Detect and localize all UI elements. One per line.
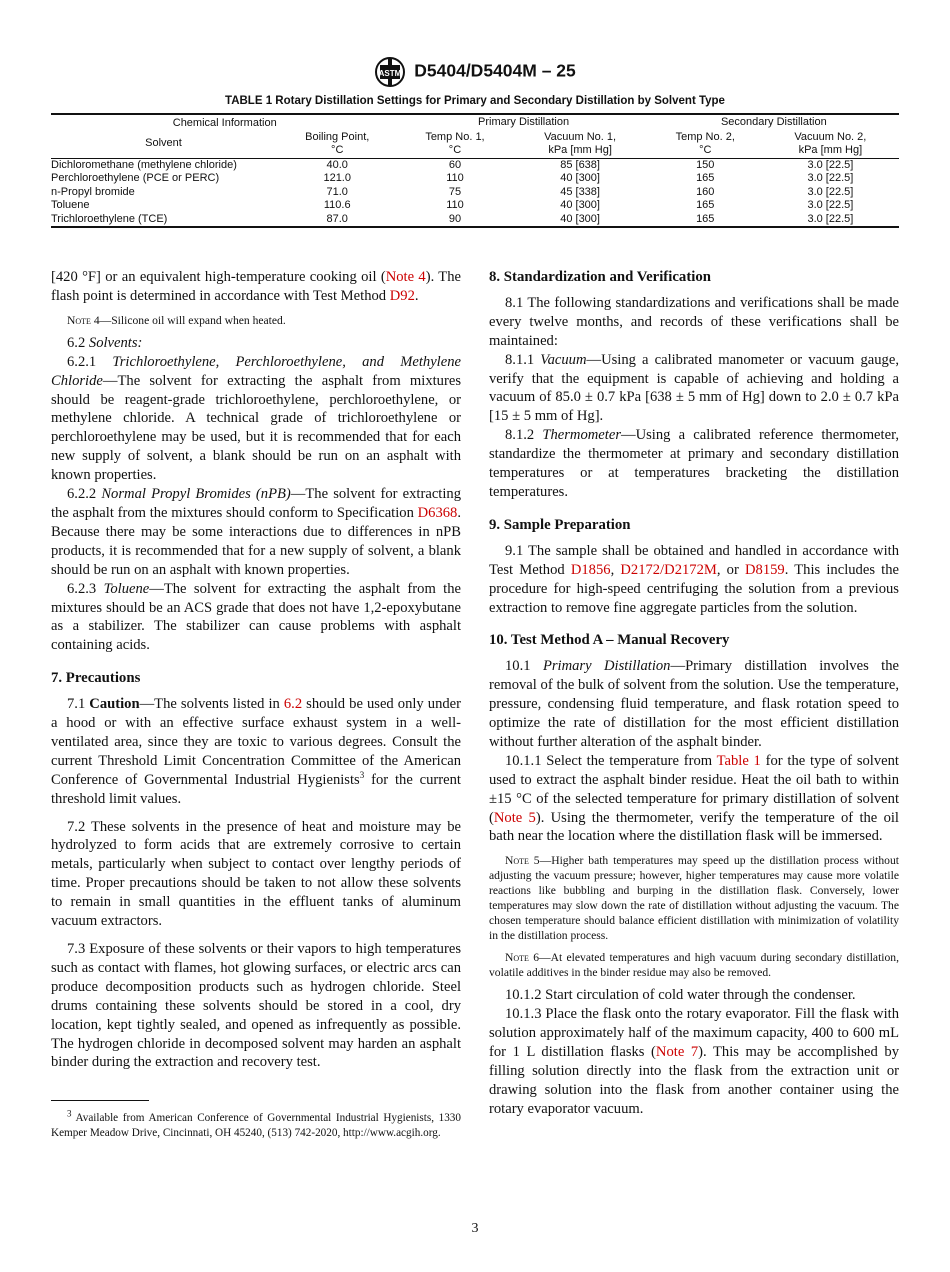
page-number: 3 [471,1221,479,1236]
value-cell: 165 [696,212,715,225]
paragraph [489,986,899,1005]
text-run: 10.1.2 Start circulation of cold water through the condenser. [505,987,856,1004]
solvent-cell: Trichloroethylene (TCE) [51,212,168,225]
footnote-marker: 3 [67,1108,72,1119]
column-unit: °C [398,144,511,158]
section-heading [51,669,461,688]
text-run: 6.2.3 [67,580,104,597]
reference-link[interactable]: Note 4 [385,269,426,285]
paragraph [51,695,461,808]
table-caption: TABLE 1 Rotary Distillation Settings for Primary and Secondary Distillation by Solvent Type [225,95,725,107]
value-cell: 3.0 [22.5] [807,158,854,171]
text-run: Caution [89,696,140,713]
section-heading [489,631,899,650]
value-cell: 90 [448,212,462,225]
column-unit: kPa [mm Hg] [512,144,649,158]
value-cell: 87.0 [326,212,348,225]
text-run: —Primary distillation involves the removal of the bulk of solvent from the solution. Use the temperature, pressure, condensing fluid temperature, and flask rotation speed to optimize the rate of distillation for the most efficient distillation without further alteration of the asphalt binder. [489,658,899,750]
section-heading [489,516,899,535]
text-run: Primary Distillation [542,658,671,675]
value-cell: 110.6 [323,199,351,211]
column-header: Temp No. 1, [425,130,485,143]
text-run: for the current threshold limit values. [51,771,461,807]
paragraph [489,351,899,427]
text-run: . [414,287,419,304]
column-header: Solvent [51,131,276,159]
text-run: 7.1 [67,696,90,713]
reference-link[interactable]: Note 7 [655,1044,699,1061]
text-run: Vacuum [540,351,587,368]
paragraph [51,353,461,485]
page-header [0,56,950,88]
text-run: 10.1.3 Place the flask onto the rotary evaporator. Fill the flask with solution approximately half of the maximum capacity, 400 to 600 mL for 1 L distillation flasks ( [489,1006,899,1061]
paragraph [489,542,899,618]
reference-link[interactable]: D92 [389,287,415,304]
text-run: —The solvent for extracting the asphalt from the mixtures should be an ACS grade that does not have 1,2-epoxybutane as a stabilizer. The stabilizer can cause problems with asphalt containing acids. [51,580,461,654]
note [489,950,899,980]
value-cell: 85 [638] [560,158,600,171]
paragraph [489,752,899,847]
reference-link[interactable]: Table 1 [716,752,761,769]
note [51,313,461,328]
document-designation: D5404/D5404M – 25 [414,60,576,81]
text-run: —Using a calibrated reference thermometer, standardize the thermometer at primary and secondary distillation temperatures or at temperatures bracketing the distillation temperatures. [489,427,899,500]
note-label: Note [67,313,91,327]
text-run: ). This may be accomplished by filling solution directly into the flask from the extraction unit or drawing solution into the flask from another container using the rotary evaporator vacuum. [489,1044,899,1117]
text-run: for the type of solvent used to extract the asphalt binder residue. Heat the oil bath to within ±15 °C of the selected temperature for primary distillation of solvent ( [489,752,899,826]
text-run: , [610,561,621,578]
paragraph [51,580,461,656]
value-cell: 110 [446,172,464,184]
value-cell: 3.0 [22.5] [807,212,854,225]
note [489,853,899,943]
paragraph [489,1005,899,1118]
value-cell: 160 [696,185,715,198]
text-run: —The solvent for extracting the asphalt from the mixtures should conform to Specification [51,486,462,521]
column-header: Temp No. 2, [675,130,735,143]
solvent-cell: Dichloromethane (methylene chloride) [51,158,237,171]
text-run: —Using a calibrated manometer or vacuum gauge, verify that the equipment is capable of achieving and holding a vacuum of 85.0 ± 0.7 kPa [638 ± 5 mm of Hg] down to 2.0 ± 0.7 kPa [15 ± 5 mm of Hg]. [489,351,899,425]
reference-link[interactable]: D1856 [570,561,611,578]
value-cell: 75 [448,185,462,198]
svg-text:ASTM: ASTM [378,69,402,78]
text-run: Normal Propyl Bromides (nPB) [101,486,291,503]
text-run: . Because there may be some interactions due to differences in nPB products, it is recommended that for a new supply of solvent, a blank should be run on an asphalt with known properties. [51,504,461,578]
note-label: Note [505,951,529,965]
paragraph [51,485,461,580]
text-run: —The solvents listed in [139,696,284,713]
text-run: Solvents: [88,334,143,351]
column-unit: °C [649,144,762,158]
value-cell: 40.0 [326,158,348,171]
value-cell: 40 [300] [560,212,600,225]
text-run: . This includes the procedure for high-speed centrifuging the solution from a previous extraction to remove fine aggregate particles from the solution. [489,561,899,616]
column-header: Vacuum No. 2, [794,130,867,143]
left-column [51,268,461,1141]
column-header: Vacuum No. 1, [544,130,617,143]
column-header: Boiling Point, [305,130,370,143]
paragraph [51,334,461,353]
paragraph [51,818,461,931]
text-run: 8. Standardization and Verification [489,269,711,285]
distillation-settings-table [51,113,899,228]
value-cell: 165 [696,172,715,184]
value-cell: 121.0 [323,172,351,184]
text-run: 6.2 [67,334,89,351]
text-run: 7.2 These solvents in the presence of heat and moisture may be hydrolyzed to form acids that are extremely corrosive to certain metals, particularly when subject to contact over lengthy periods of time. Proper precautions should be taken to not allow these solvents to remain in small quantities in the effluent tanks of aluminum vacuum extractors. [51,818,461,930]
column-unit: kPa [mm Hg] [762,144,899,158]
reference-link[interactable]: 6.2 [283,696,303,713]
footnote-divider [51,1100,149,1101]
table-row [51,158,899,172]
text-run: 10.1.1 Select the temperature from [505,752,717,769]
text-run: 9.1 The sample shall be obtained and handled in accordance with Test Method [489,542,899,578]
paragraph [51,940,461,1072]
section-heading [489,268,899,287]
reference-link[interactable]: D8159 [744,561,785,578]
text-run: 7. Precautions [51,670,141,687]
value-cell: 40 [300] [560,172,600,184]
solvent-cell: Toluene [51,199,90,211]
reference-link[interactable]: D6368 [417,504,458,521]
value-cell: 60 [448,158,462,171]
text-run: 6.2.1 [67,353,113,370]
astm-logo-icon [374,56,406,88]
value-cell: 165 [696,199,715,211]
paragraph [489,657,899,752]
solvent-cell: n-Propyl bromide [51,185,135,198]
table-row [51,172,899,186]
text-run: [420 °F] or an equivalent high-temperature cooking oil ( [51,269,386,285]
table-row [51,186,899,200]
footnote-marker: 3 [359,769,365,780]
text-run: Thermometer [542,427,621,444]
footnote [51,1108,461,1141]
solvent-cell: Perchloroethylene (PCE or PERC) [51,172,220,184]
text-run: 6—At elevated temperatures and high vacuum during secondary distillation, volatile additives in the binder residue may also be removed. [489,951,899,980]
text-run: 8.1 The following standardizations and verifications shall be made every twelve months, and records of these verifications shall be maintained: [489,294,899,349]
value-cell: 150 [696,158,715,171]
value-cell: 3.0 [22.5] [807,185,854,198]
column-unit: °C [276,144,398,158]
text-run: 4—Silicone oil will expand when heated. [90,313,286,327]
text-run: Trichloroethylene, Perchloroethylene, and Methylene Chloride [51,353,461,389]
text-run: 9. Sample Preparation [489,516,631,533]
value-cell: 110 [446,199,464,211]
paragraph [51,268,461,306]
text-run: should be used only under a hood or with an effective surface exhaust system in a well-ventilated area, since they are toxic to various degrees. Consult the current Threshold Limit Concentration Committee of the American Conference of Governmental Industrial Hygienists [51,696,461,788]
value-cell: 3.0 [22.5] [807,172,854,184]
table-row [51,199,899,213]
reference-link[interactable]: D2172/D2172M [620,561,717,578]
group-header: Secondary Distillation [720,116,827,128]
text-run: 8.1.1 [505,351,541,368]
text-run: 10.1 [505,658,543,675]
value-cell: 45 [338] [560,185,600,198]
text-run: —The solvent for extracting the asphalt from mixtures should be reagent-grade trichloroethylene, perchloroethylene, or methylene chloride. A technical grade of trichloroethylene or perchloroethylene may be used, but it is recommended that for each new supply of solvent, a blank should be run on an asphalt with known properties. [51,372,461,484]
text-run: ). The flash point is determined in accordance with Test Method [51,269,461,304]
text-run: Toluene [103,580,150,597]
paragraph [489,294,899,351]
table-row [51,213,899,228]
right-column [489,268,899,1119]
text-run: 10. Test Method A – Manual Recovery [489,632,730,649]
note-label: Note [505,854,529,868]
text-run: ). Using the thermometer, verify the temperature of the oil bath near the location where the distillation flask will be immersed. [489,809,899,845]
text-run: 5—Higher bath temperatures may speed up the distillation process without adjusting the vacuum pressure; however, higher temperatures may cause more volatile reactions like bubbling and burping in the distillation flask. Conversely, lower temperatures may slow down the rate of distillation without adjusting the vacuum. The chosen temperature should balance efficient distillation with minimization of volatility in the distillation process. [489,854,899,943]
value-cell: 40 [300] [560,199,600,211]
group-header: Chemical Information [172,117,277,129]
value-cell: 3.0 [22.5] [807,199,854,211]
reference-link[interactable]: Note 5 [493,809,536,826]
text-run: , or [716,561,745,578]
table-group-row [51,114,899,131]
value-cell: 71.0 [326,185,348,198]
text-run: 7.3 Exposure of these solvents or their vapors to high temperatures such as contact with flames, hot glowing surfaces, or electric arcs can produce decomposition products such as hydrogen chloride. Steel drums containing these solvents should be stored in a cool, dry location, kept tightly sealed, and opened as infrequently as possible. The hydrogen chloride in decomposed solvent may harden an asphalt binder during the extraction and recovery test. [51,941,461,1071]
text-run: Available from American Conference of Governmental Industrial Hygienists, 1330 Kemper Meadow Drive, Cincinnati, OH 45240, (513) 742-2020, http://www.acgih.org. [51,1112,461,1140]
text-run: 8.1.2 [505,427,543,444]
text-run: 6.2.2 [67,486,102,503]
table-header-row [51,131,899,145]
group-header: Primary Distillation [478,116,570,128]
paragraph [489,426,899,502]
